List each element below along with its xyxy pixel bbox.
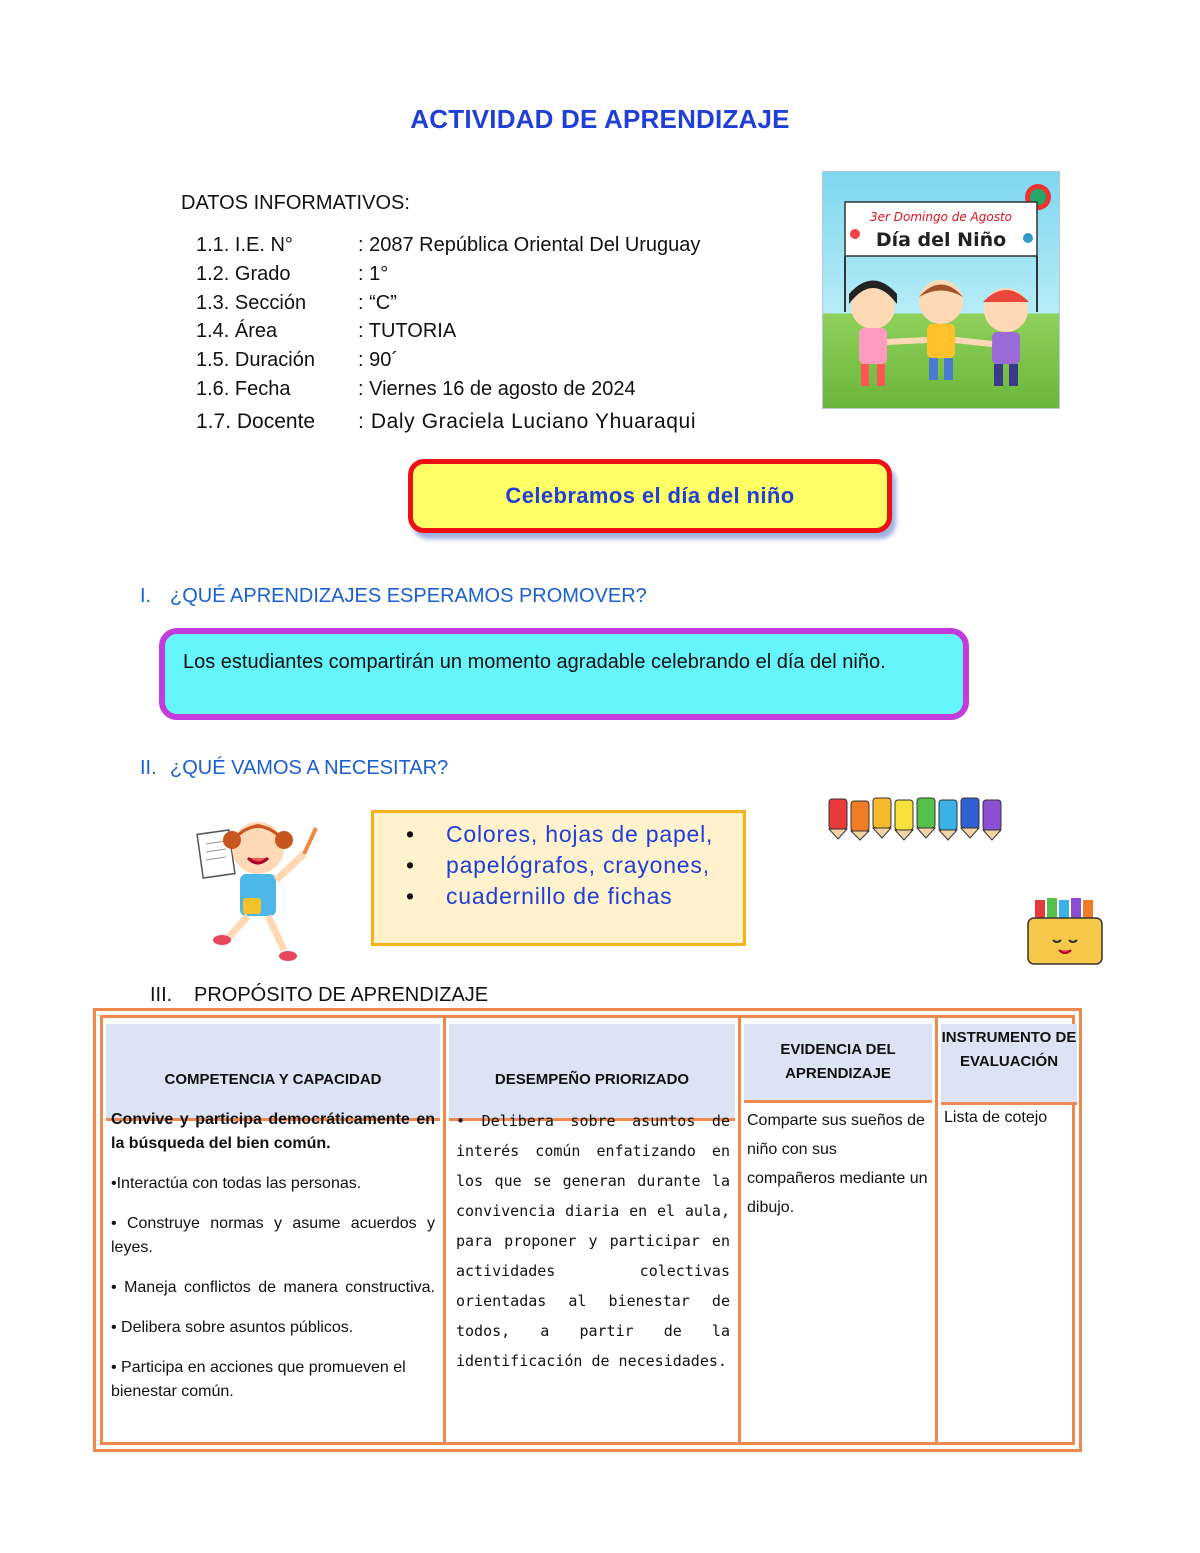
- info-label: 1.3. Sección: [196, 292, 307, 314]
- list-item: [406, 850, 713, 881]
- section-number: III.: [150, 984, 173, 1006]
- purpose-table: [93, 1008, 1082, 1452]
- info-row-duracion: [196, 349, 398, 372]
- theme-text: Celebramos el día del niño: [505, 483, 795, 508]
- capacidad-item: • Maneja conflictos de manera constructiva.: [111, 1279, 435, 1296]
- materials-box: [371, 810, 746, 946]
- purpose-box: [159, 628, 969, 720]
- table-column-competencia: [103, 1018, 443, 1442]
- table-header: COMPETENCIA Y CAPACIDAD: [106, 1024, 440, 1121]
- list-item: [406, 881, 713, 912]
- girl-with-notebook-icon: [188, 810, 328, 970]
- info-label: 1.4. Área: [196, 320, 278, 342]
- info-row-docente: [196, 410, 696, 434]
- table-frame: [100, 1015, 1075, 1445]
- info-value: : 1°: [358, 263, 389, 285]
- info-value: : Daly Graciela Luciano Yhuaraqui: [358, 410, 697, 433]
- info-value: : “C”: [358, 292, 397, 314]
- dia-del-nino-poster: [822, 171, 1060, 409]
- info-row-area: [196, 320, 456, 343]
- desempeno-cell: • Delibera sobre asuntos de interés común enfatizando en los que se generan durante la convivencia diaria en el aula, para proponer y participar en actividades colectivas orientadas al bienestar de todos, a partir de la identificación de necesidades.: [456, 1112, 730, 1370]
- table-header: EVIDENCIA DEL APRENDIZAJE: [744, 1024, 932, 1103]
- competencia-cell: [111, 1108, 435, 1404]
- bullet-icon: •: [406, 852, 415, 878]
- datos-heading: DATOS INFORMATIVOS:: [181, 192, 410, 214]
- colored-pencils-icon: [823, 795, 1021, 841]
- material-text: papelógrafos, crayones,: [446, 852, 710, 878]
- info-row-seccion: [196, 292, 397, 315]
- table-column-instrumento: [938, 1018, 1080, 1442]
- poster-line2: Día del Niño: [875, 229, 1007, 251]
- children-icon: [849, 280, 1029, 386]
- section-2-heading: [140, 757, 448, 780]
- capacidad-item: •Interactúa con todas las personas.: [111, 1175, 362, 1192]
- competencia-title: Convive y participa democráticamente en la búsqueda del bien común.: [111, 1111, 435, 1152]
- info-label: 1.1. I.E. N°: [196, 234, 293, 256]
- bullet-icon: •: [406, 883, 415, 909]
- info-label: 1.5. Duración: [196, 349, 315, 371]
- page-title: ACTIVIDAD DE APRENDIZAJE: [410, 104, 790, 134]
- table-column-desempeno: [446, 1018, 738, 1442]
- section-1-heading: [140, 585, 647, 608]
- evidencia-cell: Comparte sus sueños de niño con sus compañeros mediante un dibujo.: [747, 1112, 928, 1216]
- info-value: : 90´: [358, 349, 399, 371]
- section-number: II.: [140, 757, 157, 779]
- table-header: INSTRUMENTO DE EVALUACIÓN: [941, 1024, 1077, 1105]
- info-row-ie: [196, 234, 700, 257]
- section-title: PROPÓSITO DE APRENDIZAJE: [194, 984, 489, 1006]
- info-label: 1.7. Docente: [196, 410, 316, 433]
- poster-line1: 3er Domingo de Agosto: [869, 210, 1013, 224]
- material-text: Colores, hojas de papel,: [446, 821, 714, 847]
- info-row-grado: [196, 263, 388, 286]
- poster-illustration: [823, 172, 1059, 408]
- section-3-heading: [150, 984, 488, 1007]
- capacidad-item: • Construye normas y asume acuerdos y leyes.: [111, 1215, 435, 1256]
- info-row-fecha: [196, 378, 636, 401]
- section-title: ¿QUÉ VAMOS A NECESITAR?: [170, 757, 449, 779]
- materials-list: [406, 819, 713, 912]
- list-item: [406, 819, 713, 850]
- theme-box: [408, 459, 892, 533]
- section-title: ¿QUÉ APRENDIZAJES ESPERAMOS PROMOVER?: [170, 585, 647, 607]
- capacidad-item: • Participa en acciones que promueven el bienestar común.: [111, 1359, 406, 1400]
- info-value: : Viernes 16 de agosto de 2024: [358, 378, 636, 400]
- info-value: : 2087 República Oriental Del Uruguay: [358, 234, 701, 256]
- bullet-icon: •: [406, 821, 415, 847]
- crayon-box-icon: [1025, 896, 1105, 968]
- capacidad-item: • Delibera sobre asuntos públicos.: [111, 1319, 354, 1336]
- info-label: 1.6. Fecha: [196, 378, 291, 400]
- table-header: DESEMPEÑO PRIORIZADO: [449, 1024, 735, 1121]
- table-column-evidencia: [741, 1018, 935, 1442]
- info-value: : TUTORIA: [358, 320, 457, 342]
- purpose-text: Los estudiantes compartirán un momento agradable celebrando el día del niño.: [183, 651, 886, 673]
- section-number: I.: [140, 585, 152, 607]
- material-text: cuadernillo de fichas: [446, 883, 673, 909]
- instrumento-cell: Lista de cotejo: [944, 1109, 1048, 1126]
- info-label: 1.2. Grado: [196, 263, 291, 285]
